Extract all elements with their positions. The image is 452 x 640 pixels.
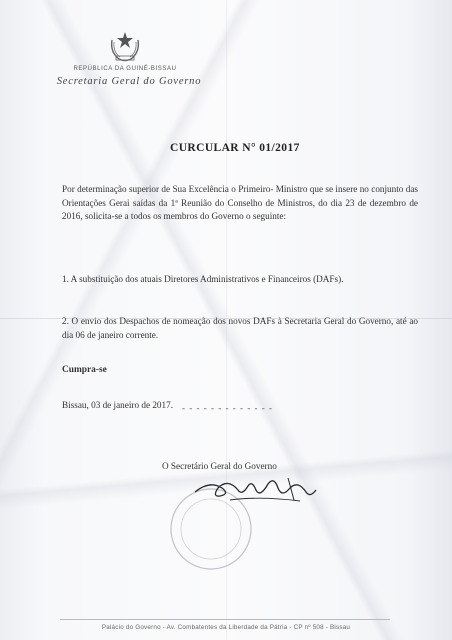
list-item-1: 1. A substituição dos atuais Diretores Administrativos e Financeiros (DAFs). — [62, 274, 344, 284]
footer-rule — [60, 619, 390, 620]
closing-text: Cumpra-se — [62, 365, 107, 375]
handwritten-signature — [190, 470, 320, 510]
intro-paragraph: Por determinação superior de Sua Excelência o Primeiro- Ministro que se insere no conjunto das Orientações Gerai saídas da 1ª Reunião do Conselho de Ministros, do dia 23 de dezembro de 2016, solicita-se a todos os membros do Governo o seguinte: — [62, 184, 418, 222]
list-item-2: 2. O envio dos Despachos de nomeação dos novos DAFs à Secretaria Geral do Governo, até ao dia 06 de janeiro corrente. — [62, 316, 418, 340]
date-dashes: - - - - - - - - - - - - - — [182, 403, 273, 413]
republic-heading: REPÚBLICA DA GUINÉ-BISSAU — [73, 66, 177, 72]
office-heading: Secretaria Geral do Governo — [56, 76, 202, 87]
document-title: CURCULAR N° 01/2017 — [170, 142, 300, 154]
date-line: Bissau, 03 de janeiro de 2017. — [62, 400, 173, 410]
coat-of-arms-emblem-icon — [107, 26, 143, 64]
footer-address: Palácio do Governo - Av. Combatentes da Liberdade da Pátria - CP nº 508 - Bissau — [101, 624, 351, 631]
signer-title: O Secretário Geral do Governo — [162, 461, 277, 471]
